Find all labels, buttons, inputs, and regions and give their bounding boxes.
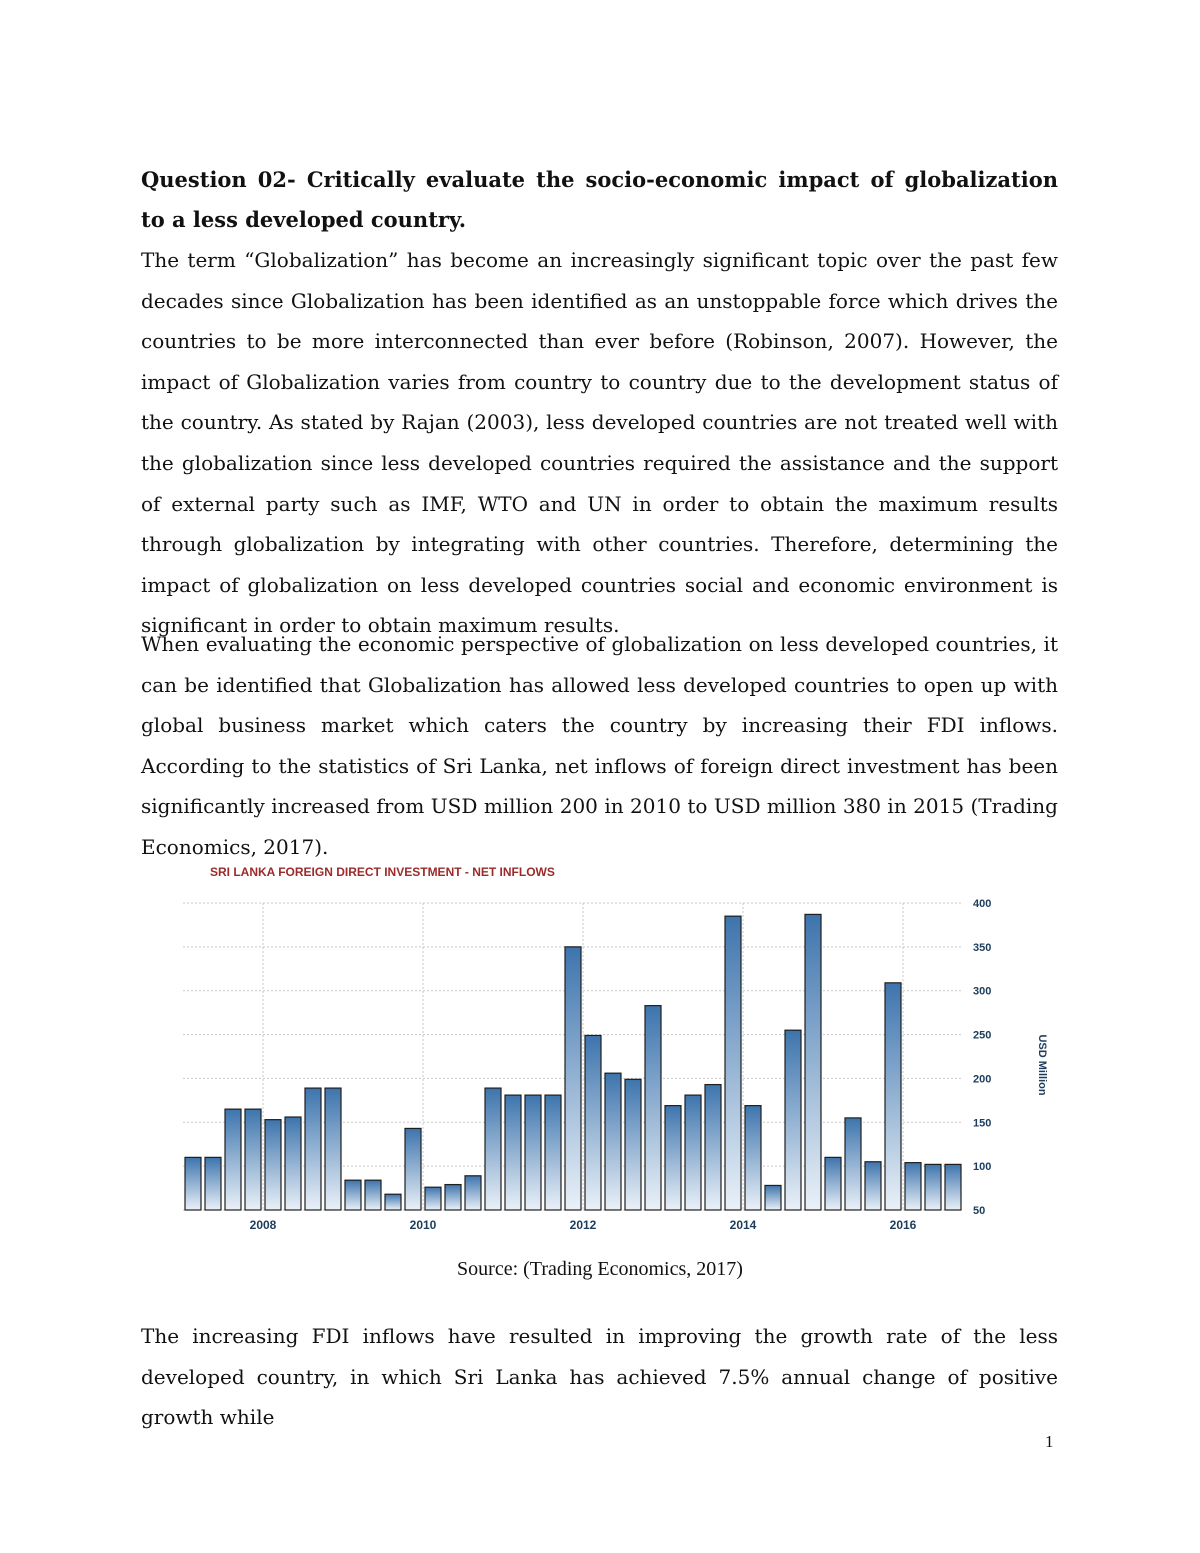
paragraph-economic-perspective: When evaluating the economic perspective of globalization on less developed countries, it can be identified that Globalization has allowed less developed countries to open up with global business market which caters the country by increasing their FDI inflows. According to the statistics of Sri Lanka, net inflows of foreign direct investment has been significantly increased from USD million 200 in 2010 to USD million 380 in 2015 (Trading Economics, 2017). bbox=[141, 632, 1058, 859]
chart-bar bbox=[585, 1035, 601, 1210]
chart-bar bbox=[185, 1157, 201, 1210]
y-tick-label: 50 bbox=[973, 1205, 986, 1217]
chart-bar bbox=[725, 916, 741, 1210]
chart-bar bbox=[645, 1006, 661, 1210]
y-tick-label: 400 bbox=[973, 898, 992, 910]
chart-bar bbox=[345, 1180, 361, 1210]
chart-bar bbox=[465, 1176, 481, 1210]
y-tick-label: 150 bbox=[973, 1117, 992, 1130]
x-tick-label: 2010 bbox=[409, 1218, 437, 1232]
y-tick-label: 300 bbox=[973, 985, 992, 998]
chart-bar bbox=[865, 1162, 881, 1210]
question-heading: Question 02- Critically evaluate the socio-economic impact of globalization to a less developed country. bbox=[141, 167, 1058, 232]
chart-bar bbox=[265, 1120, 281, 1210]
chart-bar bbox=[305, 1088, 321, 1210]
chart-source-caption: Source: (Trading Economics, 2017) bbox=[457, 1258, 743, 1280]
paragraph-growth-rate: The increasing FDI inflows have resulted in improving the growth rate of the less developed country, in which Sri Lanka has achieved 7.5% annual change of positive growth while bbox=[141, 1324, 1058, 1430]
chart-bar bbox=[885, 983, 901, 1210]
page-number: 1 bbox=[1045, 1432, 1054, 1451]
chart-bar bbox=[445, 1185, 461, 1210]
chart-bar bbox=[225, 1109, 241, 1210]
chart-bar bbox=[785, 1030, 801, 1210]
chart-title: SRI LANKA FOREIGN DIRECT INVESTMENT - NET INFLOWS bbox=[210, 865, 555, 879]
chart-bar bbox=[545, 1095, 561, 1210]
chart-bar bbox=[405, 1128, 421, 1210]
chart-bar bbox=[425, 1187, 441, 1210]
chart-bar bbox=[525, 1095, 541, 1210]
chart-bar bbox=[285, 1117, 301, 1210]
chart-bar bbox=[845, 1118, 861, 1210]
chart-bar bbox=[485, 1088, 501, 1210]
chart-x-axis bbox=[250, 1218, 917, 1232]
chart-bar bbox=[205, 1157, 221, 1210]
chart-bar bbox=[685, 1095, 701, 1210]
chart-bar bbox=[325, 1088, 341, 1210]
y-tick-label: 350 bbox=[973, 941, 992, 954]
chart-bar bbox=[385, 1194, 401, 1210]
chart-y-axis bbox=[973, 898, 991, 1217]
x-tick-label: 2012 bbox=[569, 1218, 597, 1232]
fdi-chart-svg bbox=[155, 850, 1055, 1250]
chart-bar bbox=[905, 1163, 921, 1210]
chart-bar bbox=[765, 1185, 781, 1210]
chart-bar bbox=[745, 1106, 761, 1210]
chart-bar bbox=[605, 1073, 621, 1210]
chart-bar bbox=[665, 1106, 681, 1210]
chart-bar bbox=[805, 914, 821, 1210]
x-tick-label: 2008 bbox=[249, 1218, 277, 1232]
x-tick-label: 2014 bbox=[729, 1218, 757, 1232]
chart-bar bbox=[705, 1085, 721, 1210]
chart-bar bbox=[945, 1164, 961, 1210]
fdi-chart bbox=[155, 850, 1055, 1250]
x-tick-label: 2016 bbox=[889, 1218, 917, 1232]
chart-bar bbox=[925, 1164, 941, 1210]
chart-bar bbox=[365, 1180, 381, 1210]
chart-bar bbox=[565, 947, 581, 1210]
chart-bar bbox=[505, 1095, 521, 1210]
paragraph-introduction: The term “Globalization” has become an increasingly significant topic over the past few decades since Globalization has been identified as an unstoppable force which drives the countries to be more interconnected than ever before (Robinson, 2007). However, the impact of Globalization varies from country to country due to the development status of the country. As stated by Rajan (2003), less developed countries are not treated well with the globalization since less developed countries required the assistance and the support of external party such as IMF, WTO and UN in order to obtain the maximum results through globalization by integrating with other countries. Therefore, determining the impact of globalization on less developed countries social and economic environment is significant in order to obtain maximum results. bbox=[141, 248, 1058, 638]
chart-bars bbox=[185, 914, 961, 1210]
y-tick-label: 200 bbox=[973, 1073, 992, 1086]
y-tick-label: 250 bbox=[973, 1029, 992, 1042]
y-tick-label: 100 bbox=[973, 1161, 992, 1174]
chart-bar bbox=[625, 1079, 641, 1210]
chart-bar bbox=[245, 1109, 261, 1210]
y-axis-label: USD Million bbox=[1036, 1034, 1048, 1096]
chart-bar bbox=[825, 1157, 841, 1210]
